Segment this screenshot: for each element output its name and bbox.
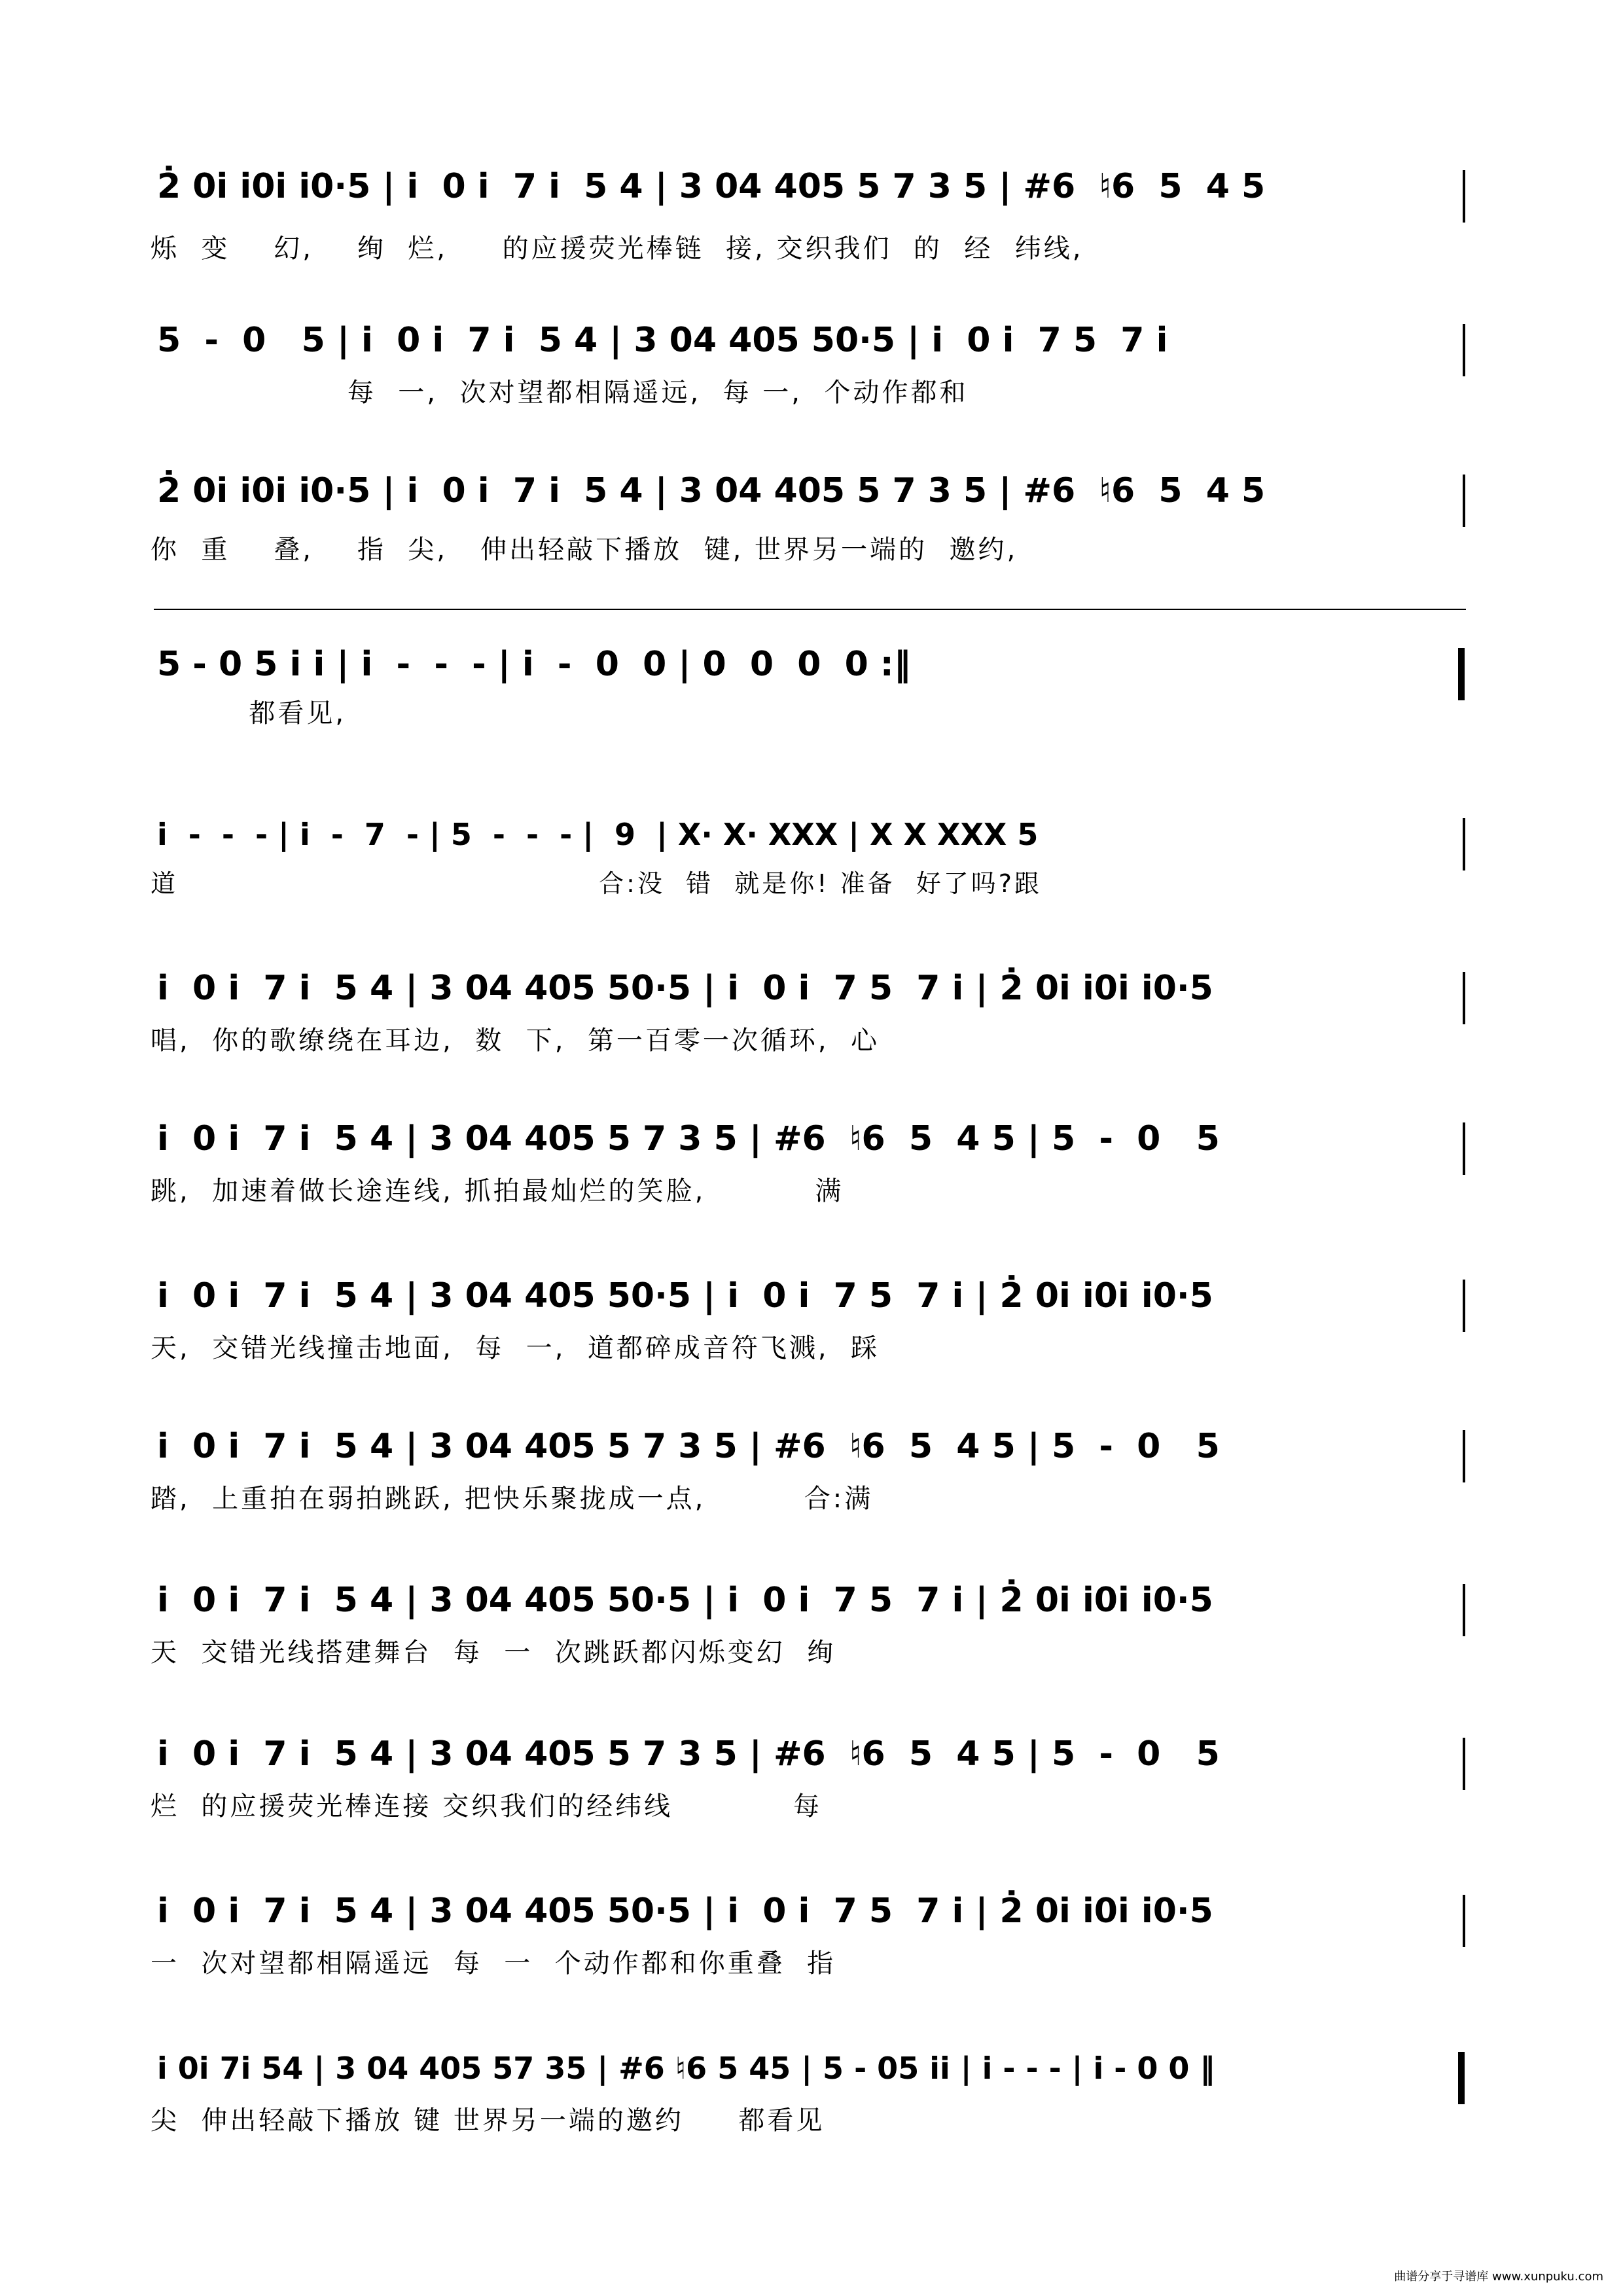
lyrics-text: 踏, 上重拍在弱拍跳跃, 把快乐聚拢成一点, 合:满	[151, 1484, 874, 1514]
lyrics-text: 每 一, 次对望都相隔遥远, 每 一, 个动作都和	[151, 378, 969, 408]
barline	[1463, 1895, 1465, 1947]
lyrics-line	[0, 2104, 1623, 2150]
notation-text: i̇ 0 i̇ 7 i̇ 5 4 | 3 04 405 5 7 3 5 | #6 ♮6 5 4 5 | 5 - 0 5	[157, 1734, 1220, 1774]
lyrics-text: 唱, 你的歌缭绕在耳边, 数 下, 第一百零一次循环, 心	[151, 1026, 880, 1056]
lyrics-line	[0, 697, 1623, 743]
notes-line	[0, 1119, 1623, 1172]
lyrics-text: 天, 交错光线撞击地面, 每 一, 道都碎成音符飞溅, 踩	[151, 1333, 880, 1363]
notes-line	[0, 1427, 1623, 1479]
notation-text: i̇ 0 i̇ 7 i̇ 5 4 | 3 04 405 50·5 | i̇ 0 i̇ 7 5 7 i̇ | 2̇ 0i̇ i̇0i̇ i̇0·5	[157, 969, 1213, 1008]
notes-line	[0, 645, 1623, 697]
volta-line	[154, 609, 1466, 610]
notation-text: i̇ 0 i̇ 7 i̇ 5 4 | 3 04 405 50·5 | i̇ 0 i̇ 7 5 7 i̇ | 2̇ 0i̇ i̇0i̇ i̇0·5	[157, 1892, 1213, 1931]
lyrics-text: 烁 变 幻, 绚 烂, 的应援荧光棒链 接, 交织我们 的 经 纬线,	[151, 234, 1084, 264]
notes-line	[0, 167, 1623, 219]
lyrics-line	[0, 232, 1623, 278]
notes-line	[0, 471, 1623, 524]
notes-line	[0, 1892, 1623, 1944]
lyrics-line	[0, 1175, 1623, 1221]
barline	[1463, 170, 1465, 223]
lyrics-line	[0, 376, 1623, 422]
notes-line	[0, 321, 1623, 373]
lyrics-line	[0, 1636, 1623, 1682]
notation-text: i̇ 0 i̇ 7 i̇ 5 4 | 3 04 405 50·5 | i̇ 0 i̇ 7 5 7 i̇ | 2̇ 0i̇ i̇0i̇ i̇0·5	[157, 1276, 1213, 1316]
barline	[1463, 1430, 1465, 1482]
lyrics-text: 烂 的应援荧光棒连接 交织我们的经纬线 每	[151, 1791, 823, 1821]
lyrics-text: 你 重 叠, 指 尖, 伸出轻敲下播放 键, 世界另一端的 邀约,	[151, 535, 1018, 565]
notation-text: i̇ 0 i̇ 7 i̇ 5 4 | 3 04 405 50·5 | i̇ 0 i̇ 7 5 7 i̇ | 2̇ 0i̇ i̇0i̇ i̇0·5	[157, 1581, 1213, 1620]
notation-text: i̇ 0i̇ 7i̇ 54 | 3 04 405 57 35 | #6 ♮6 5 45 | 5 - 05 i̇i̇ | i̇ - - - | i̇ - 0 0 ‖	[157, 2051, 1215, 2086]
barline	[1463, 818, 1465, 870]
notes-line	[0, 1276, 1623, 1329]
barline	[1463, 1280, 1465, 1332]
lyrics-line	[0, 867, 1623, 913]
notes-line	[0, 969, 1623, 1021]
lyrics-line	[0, 1332, 1623, 1378]
lyrics-text: 尖 伸出轻敲下播放 键 世界另一端的邀约 都看见	[151, 2106, 825, 2136]
notes-line	[0, 1581, 1623, 1633]
barline	[1463, 475, 1465, 527]
notes-line	[0, 815, 1623, 867]
barline	[1463, 1122, 1465, 1175]
lyrics-text: 道 合:没 错 就是你! 准备 好了吗?跟	[151, 869, 1042, 898]
lyrics-line	[0, 1482, 1623, 1528]
lyrics-line	[0, 533, 1623, 579]
barline	[1463, 972, 1465, 1024]
notation-text: 2̇ 0i̇ i̇0i̇ i̇0·5 | i̇ 0 i̇ 7 i̇ 5 4 | 3 04 405 5 7 3 5 | #6 ♮6 5 4 5	[157, 471, 1266, 511]
notes-line	[0, 2049, 1623, 2101]
notation-text: i̇ - - - | i̇ - 7 - | 5 - - - | 9 | X· X· XXX | X X XXX 5	[157, 817, 1039, 852]
footer-watermark: 曲谱分享于寻谱库 www.xunpuku.com	[1394, 2270, 1603, 2284]
final-barline	[1458, 2052, 1465, 2104]
lyrics-text: 天 交错光线搭建舞台 每 一 次跳跃都闪烁变幻 绚	[151, 1638, 836, 1668]
lyrics-line	[0, 1947, 1623, 1993]
lyrics-line	[0, 1024, 1623, 1070]
notation-text: 2̇ 0i̇ i̇0i̇ i̇0·5 | i̇ 0 i̇ 7 i̇ 5 4 | 3 04 405 5 7 3 5 | #6 ♮6 5 4 5	[157, 167, 1266, 206]
notation-text: 5 - 0 5 i̇ i̇ | i̇ - - - | i̇ - 0 0 | 0 0 0 0 :‖	[157, 645, 911, 684]
lyrics-line	[0, 1790, 1623, 1836]
lyrics-text: 跳, 加速着做长途连线, 抓拍最灿烂的笑脸, 满	[151, 1176, 844, 1206]
barline	[1463, 324, 1465, 376]
lyrics-text: 都看见,	[151, 698, 347, 728]
barline	[1463, 1584, 1465, 1636]
lyrics-text: 一 次对望都相隔遥远 每 一 个动作都和你重叠 指	[151, 1948, 836, 1979]
notation-text: i̇ 0 i̇ 7 i̇ 5 4 | 3 04 405 5 7 3 5 | #6 ♮6 5 4 5 | 5 - 0 5	[157, 1119, 1220, 1158]
notation-text: i̇ 0 i̇ 7 i̇ 5 4 | 3 04 405 5 7 3 5 | #6 ♮6 5 4 5 | 5 - 0 5	[157, 1427, 1220, 1466]
notation-text: 5 - 0 5 | i̇ 0 i̇ 7 i̇ 5 4 | 3 04 405 50·5 | i̇ 0 i̇ 7 5 7 i̇	[157, 321, 1168, 360]
repeat-end-barline	[1458, 648, 1465, 700]
barline	[1463, 1738, 1465, 1790]
notes-line	[0, 1734, 1623, 1787]
